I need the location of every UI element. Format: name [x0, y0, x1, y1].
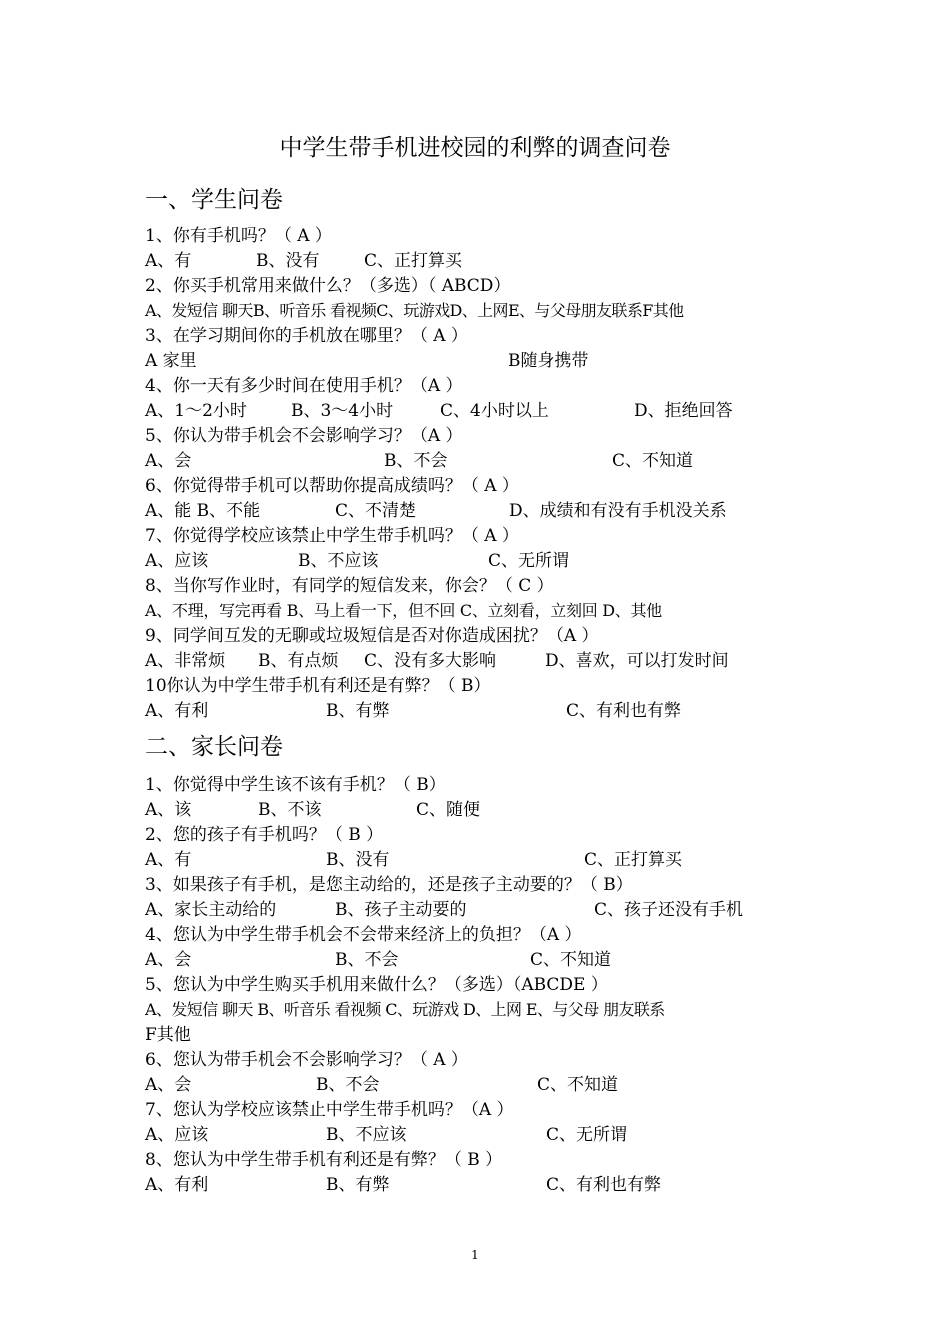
- student-section-heading: 一、学生问卷: [145, 187, 283, 213]
- parent-q8-option-a: A、有利: [145, 1175, 209, 1195]
- parent-q1-option-b: B、不该: [258, 800, 322, 820]
- page-number: 1: [471, 1248, 479, 1262]
- parent-q7-option-b: B、不应该: [326, 1125, 407, 1145]
- student-q2-options: A、发短信 聊天B、听音乐 看视频C、玩游戏D、上网E、与父母朋友联系F其他: [145, 301, 684, 320]
- student-q8-question: 8、当你写作业时，有同学的短信发来，你会？（ C ）: [145, 576, 554, 596]
- parent-q8-option-b: B、有弊: [326, 1175, 390, 1195]
- student-q10-question: 10你认为中学生带手机有利还是有弊？（ B）: [145, 676, 491, 696]
- student-q7-option-c: C、无所谓: [488, 551, 570, 571]
- parent-q5-options-line1: A、发短信 聊天 B、听音乐 看视频 C、玩游戏 D、上网 E、与父母 朋友联系: [145, 1000, 665, 1019]
- parent-q7-option-c: C、无所谓: [546, 1125, 628, 1145]
- parent-q1-option-c: C、随便: [416, 800, 481, 820]
- student-q4-option-b: B、3～4小时: [291, 401, 394, 421]
- student-q3-option-a: A 家里: [145, 351, 197, 371]
- parent-q6-option-c: C、不知道: [537, 1075, 619, 1095]
- student-q5-option-a: A、会: [145, 451, 192, 471]
- parent-q3-question: 3、如果孩子有手机，是您主动给的，还是孩子主动要的？（ B）: [145, 875, 633, 895]
- student-q6-question: 6、你觉得带手机可以帮助你提高成绩吗？（ A ）: [145, 476, 519, 496]
- parent-q8-option-c: C、有利也有弊: [546, 1175, 662, 1195]
- student-q8-options: A、不理，写完再看 B、马上看一下，但不回 C、立刻看，立刻回 D、其他: [145, 601, 662, 620]
- parent-q4-option-c: C、不知道: [530, 950, 612, 970]
- parent-q3-option-a: A、家长主动给的: [145, 900, 277, 920]
- parent-q6-option-a: A、会: [145, 1075, 192, 1095]
- student-q3-option-b: B随身携带: [508, 351, 589, 371]
- parent-section-heading: 二、家长问卷: [145, 734, 283, 760]
- parent-q4-option-b: B、不会: [335, 950, 399, 970]
- student-q4-question: 4、你一天有多少时间在使用手机？（A ）: [145, 376, 463, 396]
- page-title: 中学生带手机进校园的利弊的调查问卷: [279, 135, 671, 161]
- student-q5-option-b: B、不会: [384, 451, 448, 471]
- student-q5-option-c: C、不知道: [612, 451, 694, 471]
- parent-q5-options-line2: F其他: [145, 1025, 191, 1045]
- student-q9-question: 9、同学间互发的无聊或垃圾短信是否对你造成困扰？（A ）: [145, 626, 599, 646]
- student-q10-option-a: A、有利: [145, 701, 209, 721]
- student-q7-option-a: A、应该: [145, 551, 209, 571]
- parent-q6-question: 6、您认为带手机会不会影响学习？（ A ）: [145, 1050, 468, 1070]
- student-q4-option-a: A、1～2小时: [145, 401, 247, 421]
- parent-q2-option-a: A、有: [145, 850, 192, 870]
- student-q7-option-b: B、不应该: [298, 551, 379, 571]
- parent-q3-option-c: C、孩子还没有手机: [594, 900, 744, 920]
- parent-q3-option-b: B、孩子主动要的: [335, 900, 467, 920]
- student-q9-option-c: C、没有多大影响: [364, 651, 497, 671]
- parent-q5-question: 5、您认为中学生购买手机用来做什么？（多选）（ABCDE ）: [145, 975, 608, 995]
- parent-q6-option-b: B、不会: [316, 1075, 380, 1095]
- student-q1-option-a: A、有: [145, 251, 192, 271]
- parent-q1-option-a: A、该: [145, 800, 192, 820]
- student-q9-option-b: B、有点烦: [258, 651, 339, 671]
- student-q6-option-ab: A、能 B、不能: [145, 501, 261, 521]
- student-q4-option-c: C、4小时以上: [440, 401, 549, 421]
- student-q3-question: 3、在学习期间你的手机放在哪里？（ A ）: [145, 326, 468, 346]
- student-q2-question: 2、你买手机常用来做什么？（多选）（ ABCD）: [145, 276, 511, 296]
- student-q10-option-c: C、有利也有弊: [566, 701, 682, 721]
- student-q4-option-d: D、拒绝回答: [634, 401, 733, 421]
- student-q6-option-c: C、不清楚: [335, 501, 417, 521]
- parent-q2-option-c: C、正打算买: [584, 850, 683, 870]
- parent-q7-question: 7、您认为学校应该禁止中学生带手机吗？（A ）: [145, 1100, 514, 1120]
- student-q1-option-b: B、没有: [256, 251, 320, 271]
- parent-q4-option-a: A、会: [145, 950, 192, 970]
- student-q9-option-a: A、非常烦: [145, 651, 226, 671]
- student-q5-question: 5、你认为带手机会不会影响学习？（A ）: [145, 426, 463, 446]
- parent-q8-question: 8、您认为中学生带手机有利还是有弊？（ B ）: [145, 1150, 503, 1170]
- student-q9-option-d: D、喜欢，可以打发时间: [545, 651, 729, 671]
- parent-q4-question: 4、您认为中学生带手机会不会带来经济上的负担？（A ）: [145, 925, 582, 945]
- parent-q2-option-b: B、没有: [326, 850, 390, 870]
- student-q10-option-b: B、有弊: [326, 701, 390, 721]
- student-q7-question: 7、你觉得学校应该禁止中学生带手机吗？（ A ）: [145, 526, 519, 546]
- parent-q1-question: 1、你觉得中学生该不该有手机？（ B）: [145, 775, 446, 795]
- student-q1-question: 1、你有手机吗？（ A ）: [145, 226, 332, 246]
- student-q6-option-d: D、成绩和有没有手机没关系: [509, 501, 727, 521]
- student-q1-option-c: C、正打算买: [364, 251, 463, 271]
- parent-q7-option-a: A、应该: [145, 1125, 209, 1145]
- parent-q2-question: 2、您的孩子有手机吗？（ B ）: [145, 825, 384, 845]
